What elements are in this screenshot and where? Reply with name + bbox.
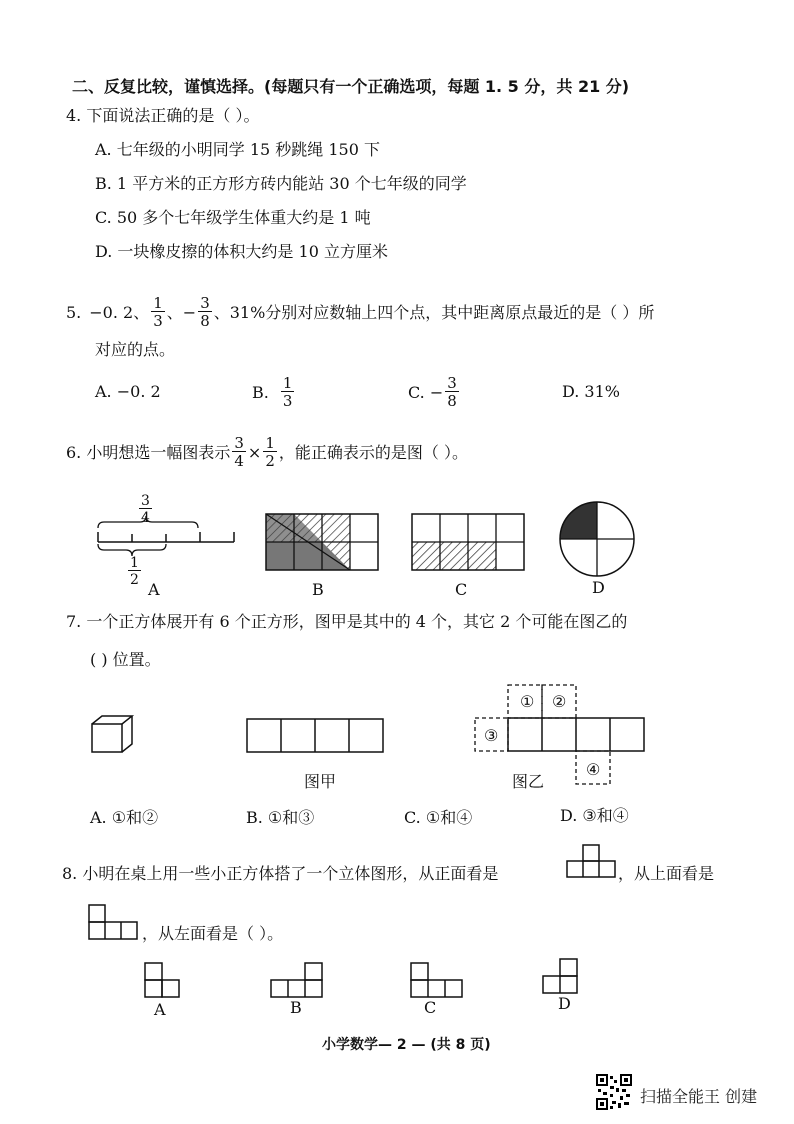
q7-fig-jia (246, 718, 386, 754)
q6-fraction-1-2: $\frac{1}{2}$ (265, 434, 275, 470)
q7-line1: 7. 一个正方体展开有 6 个正方形，图甲是其中的 4 个，其它 2 个可能在图乙的 (66, 612, 628, 631)
q8-option-a-figure (144, 962, 184, 1002)
q5-text-2: 、− (166, 302, 197, 322)
q6-stem: 6. 小明想选一幅图表示 $\frac{3}{4}$ × $\frac{1}{2}$ ，能正确表示的是图（ ）。 (66, 434, 468, 470)
q6-label-a: A (148, 580, 160, 599)
q8-front-view (566, 844, 618, 878)
q7-mark-1: ① (520, 692, 535, 711)
q7-mark-4: ④ (586, 760, 601, 779)
q8-option-d-figure (542, 958, 582, 998)
q5-fraction-3-8: $\frac{3}{8}$ (200, 294, 210, 330)
q4-stem: 4. 下面说法正确的是（ ）。 (66, 106, 260, 125)
q6-figA-bottom-fraction: $\frac{1}{2}$ (130, 555, 139, 588)
q5-option-c: C. − $\frac{3}{8}$ (408, 374, 457, 410)
section-title: 二、反复比较，谨慎选择。(每题只有一个正确选项，每题 1. 5 分，共 21 分) (72, 77, 630, 96)
q8-label-b: B (290, 998, 302, 1017)
scanner-watermark: 扫描全能王 创建 (640, 1087, 758, 1106)
q8-text-3: ，从左面看是（ ）。 (142, 924, 284, 943)
q7-option-c: C. ①和④ (404, 808, 473, 827)
cube-icon (90, 714, 134, 754)
q6-figA-diagram (92, 520, 242, 560)
q7-caption-jia: 图甲 (304, 772, 337, 791)
q6-fraction-3-4: $\frac{3}{4}$ (234, 434, 244, 470)
q5-text-3: 、31%分别对应数轴上四个点，其中距离原点最近的是（ ）所 (213, 302, 655, 322)
q5-option-b: B. $\frac{1}{3}$ (252, 374, 293, 410)
q8-label-d: D (558, 994, 571, 1013)
qr-code-icon (596, 1074, 632, 1110)
q4-option-b: B. 1 平方米的正方形方砖内能站 30 个七年级的同学 (95, 174, 467, 193)
q8-text-2: ，从上面看是 (618, 864, 715, 883)
q6-figC-grid (412, 514, 524, 570)
q7-option-d: D. ③和④ (560, 806, 629, 825)
q7-mark-3: ③ (484, 726, 499, 745)
q4-option-a: A. 七年级的小明同学 15 秒跳绳 150 下 (95, 140, 380, 159)
q7-option-a: A. ①和② (90, 808, 159, 827)
q8-text-1: 8. 小明在桌上用一些小正方体搭了一个立体图形，从正面看是 (62, 864, 499, 883)
q7-caption-yi: 图乙 (512, 772, 545, 791)
q5-option-a: A. −0. 2 (95, 382, 161, 401)
q6-label-b: B (312, 580, 324, 599)
q8-top-view (88, 904, 140, 940)
q5-line2: 对应的点。 (95, 340, 176, 359)
q8-label-a: A (154, 1000, 166, 1019)
q5-option-d: D. 31% (562, 382, 620, 401)
q7-mark-2: ② (552, 692, 567, 711)
q6-label-c: C (455, 580, 468, 599)
q8-label-c: C (424, 998, 437, 1017)
q6-figD-circle (560, 502, 640, 582)
q5-stem (66, 296, 654, 329)
q5-text-1: −0. 2、 (89, 302, 150, 322)
q5-fraction-1-3: $\frac{1}{3}$ (153, 294, 163, 330)
q7-option-b: B. ①和③ (246, 808, 315, 827)
q6-figB-grid (266, 514, 380, 570)
q7-line2: ( ) 位置。 (90, 650, 161, 669)
page-footer: 小学数学— 2 — (共 8 页) (322, 1037, 491, 1053)
q4-option-d: D. 一块橡皮擦的体积大约是 10 立方厘米 (95, 242, 388, 261)
q5-num: 5. (66, 302, 82, 322)
q4-option-c: C. 50 多个七年级学生体重大约是 1 吨 (95, 208, 371, 227)
q6-label-d: D (592, 578, 605, 597)
q8-option-c-figure (410, 962, 470, 1002)
q6-figA-top-fraction: $\frac{3}{4}$ (141, 493, 150, 526)
q8-option-b-figure (270, 962, 330, 1002)
